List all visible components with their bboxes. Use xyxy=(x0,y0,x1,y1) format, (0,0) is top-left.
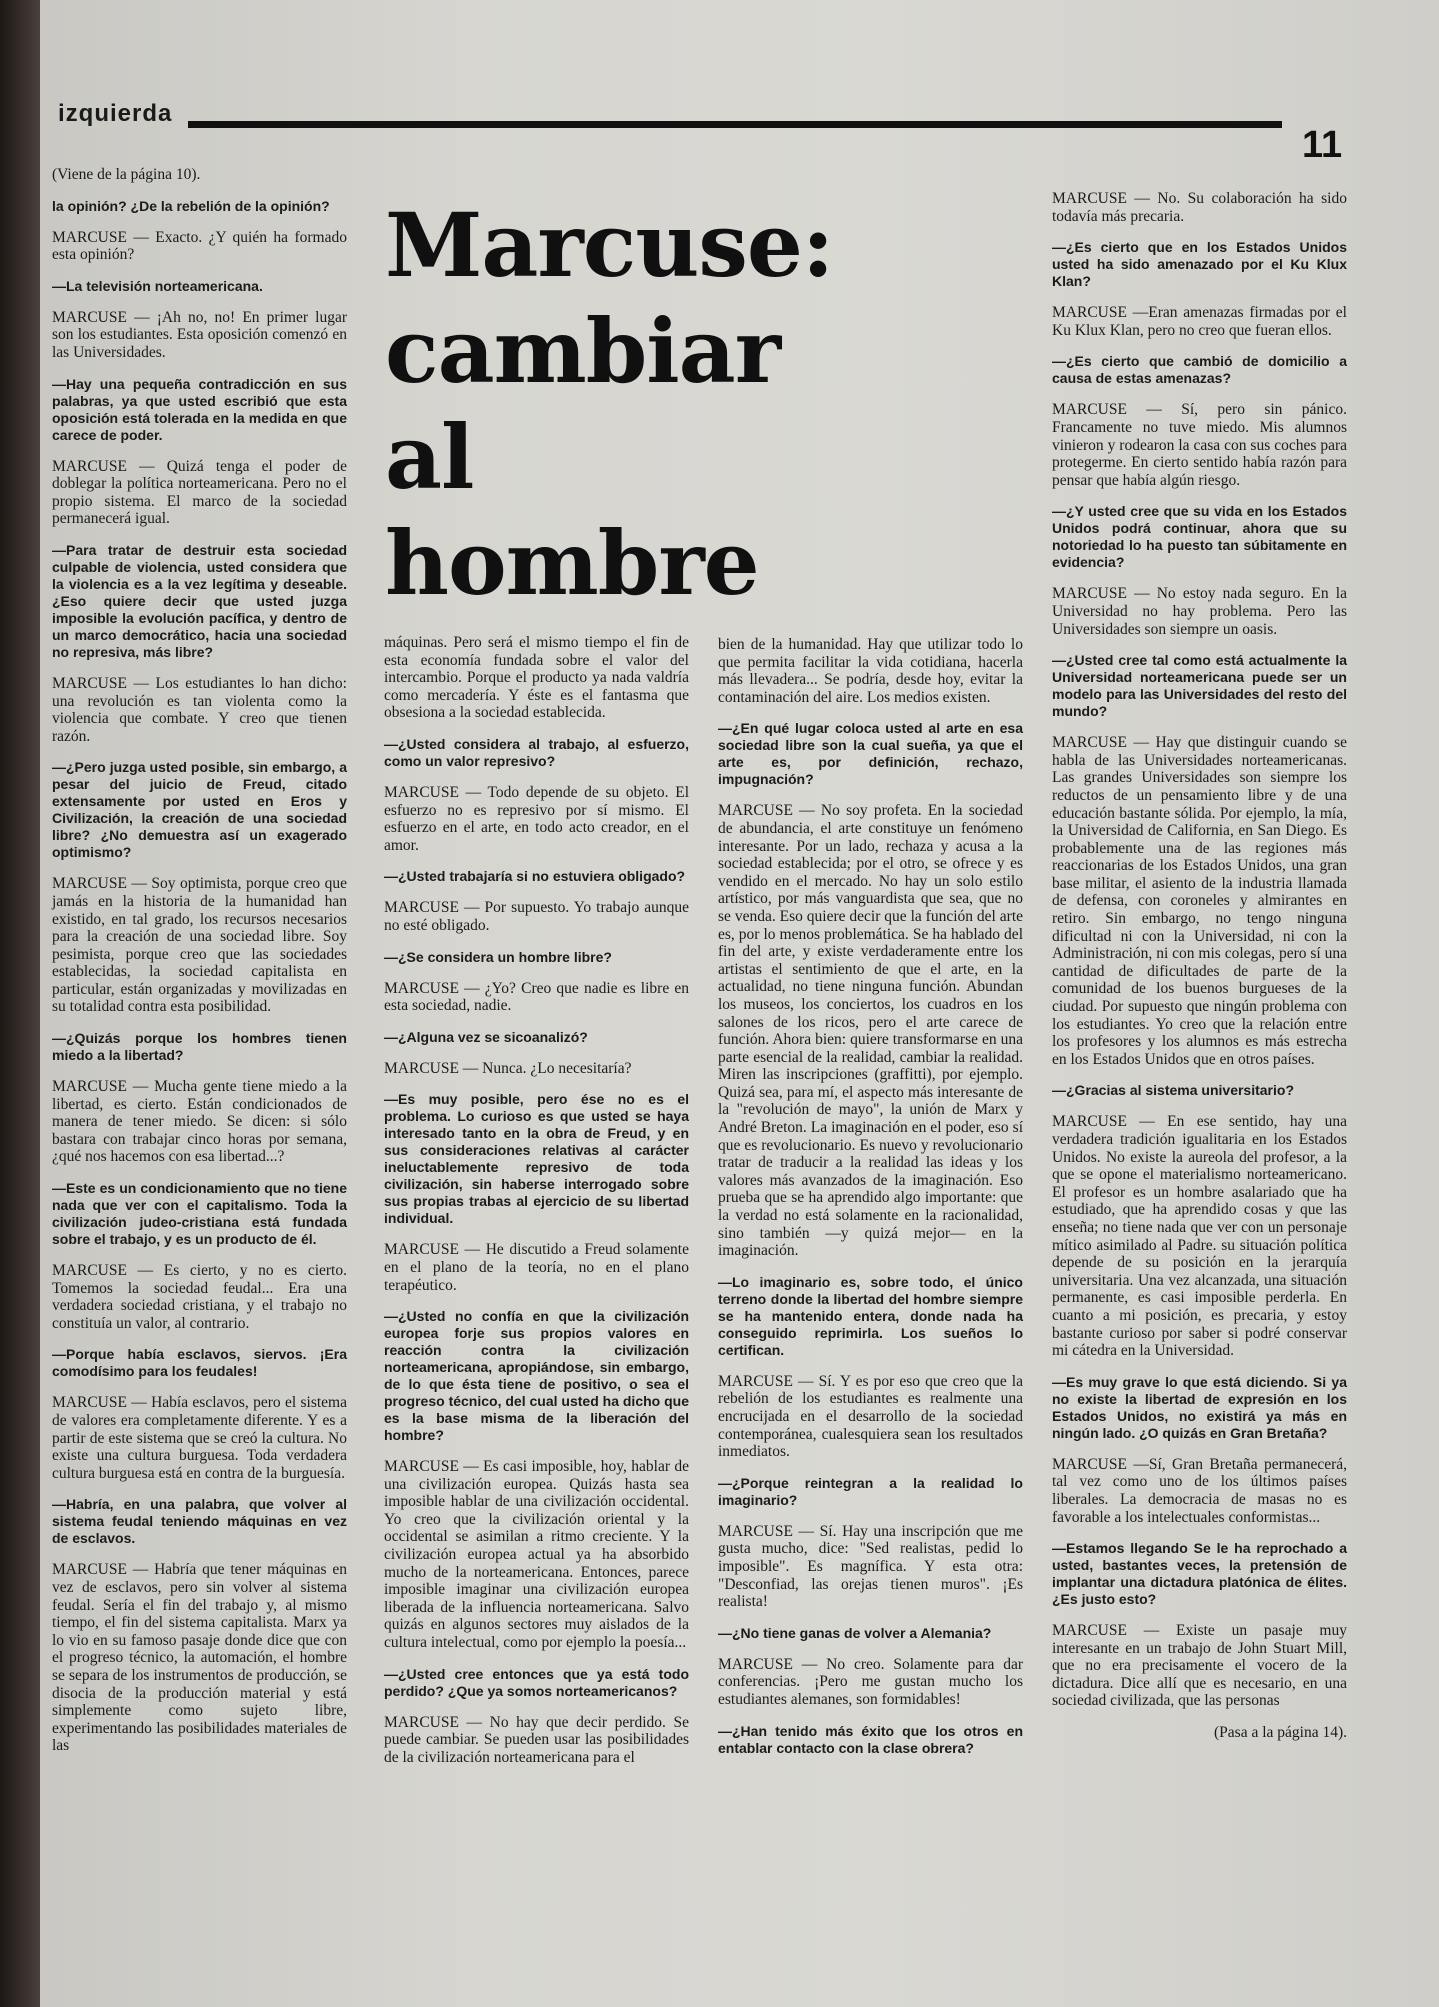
interview-question: —¿Porque reintegran a la realidad lo imaginario? xyxy=(718,1474,1023,1508)
interview-answer: MARCUSE — Exacto. ¿Y quién ha formado esta opinión? xyxy=(52,228,347,264)
interview-answer: máquinas. Pero será el mismo tiempo el fin de esta economía fundada sobre el valor del intercambio. Porque el producto ya nada valdría como mercadería. Y éste es el fantasma que obsesiona a la sociedad establecida. xyxy=(384,634,689,722)
header-rule xyxy=(188,121,1282,128)
interview-answer: MARCUSE — Por supuesto. Yo trabajo aunque no esté obligado. xyxy=(384,899,689,934)
continuation-note: (Pasa a la página 14). xyxy=(1214,1724,1347,1742)
article-title xyxy=(385,192,945,616)
interview-question: la opinión? ¿De la rebelión de la opinión? xyxy=(52,197,330,214)
interview-question: —¿Usted cree entonces que ya está todo perdido? ¿Que ya somos norteamericanos? xyxy=(384,1665,689,1699)
interview-answer: MARCUSE — No estoy nada seguro. En la Universidad no hay problema. Pero las Universidades son siempre un oasis. xyxy=(1052,585,1347,638)
interview-answer: MARCUSE —Sí, Gran Bretaña permanecerá, tal vez como uno de los últimos países liberales. La democracia de masas no es favorable a los intelectuales conformistas... xyxy=(1052,1455,1347,1526)
interview-answer: MARCUSE — No creo. Solamente para dar conferencias. ¡Pero me gustan mucho los estudiantes alemanes, son formidables! xyxy=(718,1655,1023,1708)
interview-question: —¿No tiene ganas de volver a Alemania? xyxy=(718,1624,992,1641)
interview-question: —¿Gracias al sistema universitario? xyxy=(1052,1082,1294,1099)
interview-answer: MARCUSE —Eran amenazas firmadas por el Ku Klux Klan, pero no creo que fueran ellos. xyxy=(1052,304,1347,339)
interview-question: —Para tratar de destruir esta sociedad culpable de violencia, usted considera que la violencia es a la vez legítima y deseable. ¿Eso quiere decir que usted juzga imposible la evolución pacífica, y dentro de un marco democrático, hacia una sociedad no represiva, más libre? xyxy=(52,541,347,660)
interview-question: —¿Es cierto que en los Estados Unidos usted ha sido amenazado por el Ku Klux Klan? xyxy=(1052,239,1347,290)
interview-question: —Estamos llegando Se le ha reprochado a usted, bastantes veces, la pretensión de implantar una dictadura platónica de élites. ¿Es justo esto? xyxy=(1052,1540,1347,1608)
interview-question: —¿En qué lugar coloca usted al arte en esa sociedad libre son la cual sueña, ya que el arte es, por definición, rechazo, impugnación? xyxy=(718,720,1023,788)
interview-answer: bien de la humanidad. Hay que utilizar todo lo que permita facilitar la vida cotidiana, hacerla más llevadera... Se podría, desde hoy, evitar la contaminación del aire. Los medios existen. xyxy=(718,636,1023,706)
interview-answer: MARCUSE — En ese sentido, hay una verdadera tradición igualitaria en los Estados Unidos. No existe la aureola del profesor, a la que se opone el materialismo norteamericano. El profesor es un hombre asalariado que ha estudiado, que ha aprendido cosas y que las enseña; no tiene nada que ver con un personaje mítico asimilado al Padre. su situación política depende de su posición en la jerarquía universitaria. Una vez alcanzada, una situación permanente, es casi imposible perderla. En cuanto a mi posición, es precaria, y estoy bastante curioso por saber si podré conservar mi cátedra en la Universidad. xyxy=(1052,1113,1347,1360)
interview-answer: MARCUSE — ¡Ah no, no! En primer lugar son los estudiantes. Esta oposición comenzó en las Universidades. xyxy=(52,308,347,361)
interview-answer: MARCUSE — Es casi imposible, hoy, hablar de una civilización europea. Quizás hasta sea imposible hablar de una civilización occidental. Yo creo que la civilización oriental y la occidental se asimilan a ritmo creciente. Y la civilización europea actual ya ha absorbido mucho de la norteamericana. Entonces, parece imposible imaginar una civilización europea liberada de la influencia norteamericana. Salvo quizás en algunos sectores muy aislados de la cultura intelectual, como por ejemplo la poesía... xyxy=(384,1458,689,1652)
interview-question: —Habría, en una palabra, que volver al sistema feudal teniendo máquinas en vez de esclavos. xyxy=(52,1496,347,1547)
interview-question: —¿Usted no confía en que la civilización europea forje sus propios valores en reacción contra la civilización norteamericana, apropiándose, sin embargo, de lo que ésta tiene de positivo, o sea el progreso técnico, del cual usted ha dicho que es la base misma de la liberación del hombre? xyxy=(384,1308,689,1444)
text-column-3 xyxy=(718,636,1023,1771)
interview-question: —Es muy grave lo que está diciendo. Si ya no existe la libertad de expresión en los Estados Unidos, no existirá ya más en ningún lado. ¿O quizás en Gran Bretaña? xyxy=(1052,1373,1347,1441)
interview-question: —Hay una pequeña contradicción en sus palabras, ya que usted escribió que esta oposición está tolerada en la medida en que carece de poder. xyxy=(52,375,347,443)
interview-answer: MARCUSE — Nunca. ¿Lo necesitaría? xyxy=(384,1059,632,1077)
interview-question: —¿Alguna vez se sicoanalizó? xyxy=(384,1028,588,1045)
interview-answer: MARCUSE — Sí. Hay una inscripción que me gusta mucho, dice: "Sed realistas, pedid lo imposible". Es magnífica. Y esta otra: "Desconfiad, las orejas tienen muros". ¡Es realista! xyxy=(718,1522,1023,1611)
interview-answer: MARCUSE — Habría que tener máquinas en vez de esclavos, pero sin volver al sistema feudal. Sería el fin del trabajo y, al mismo tiempo, el fin del sistema capitalista. Marx ya lo vio en su famoso pasaje donde dice que con el progreso técnico, la automación, el hombre se separa de los instrumentos de producción, se disocia de la producción material y está simplemente como sujeto libre, experimentando las posibilidades materiales de las xyxy=(52,1561,347,1755)
interview-answer: MARCUSE — No soy profeta. En la sociedad de abundancia, el arte constituye un fenómeno interesante. Por un lado, rechaza y acusa a la sociedad establecida; por el otro, se ofrece y es vendido en el mercado. No hay un solo estilo artístico, por más vanguardista que sea, que no se venda. Eso quiere decir que la función del arte es, por lo menos problemática. Se ha hablado del fin del arte, y existe verdaderamente entre los artistas el sentimiento de que el arte, en la actualidad, no tiene ninguna función. Abundan los museos, los conciertos, los cuadros en los salones de los ricos, pero el arte carece de función. Ahora bien: quiere transformarse en una parte esencial de la realidad, cambiar la realidad. Miren las inscripciones (graffitti), por ejemplo. Quizá sea, para mí, el aspecto más interesante de la "revolución de mayo", la unión de Marx y André Breton. La imaginación en el poder, eso sí que es revolucionario. Es nuevo y revolucionario tratar de traducir a la realidad las ideas y los valores más avanzados de la imaginación. Eso prueba que se ha aprendido algo importante: que la verdad no está solamente en la racionalidad, sino también —y quizá mejor— en la imaginación. xyxy=(718,802,1023,1260)
text-column-4 xyxy=(1052,190,1347,1756)
interview-answer: MARCUSE — Todo depende de su objeto. El esfuerzo no es represivo por sí mismo. El esfuerzo en el arte, en todo acto creador, en el amor. xyxy=(384,783,689,854)
interview-answer: MARCUSE — Mucha gente tiene miedo a la libertad, es cierto. Están condicionados de manera de tener miedo. Se dicen: si sólo bastara con trabajar cinco horas por semana, ¿qué nos hacemos con esa libertad...? xyxy=(52,1078,347,1166)
interview-answer: MARCUSE — He discutido a Freud solamente en el plano de la teoría, no en el plano terapéutico. xyxy=(384,1241,689,1294)
title-line: Marcuse: xyxy=(385,193,834,297)
interview-question: —¿Es cierto que cambió de domicilio a causa de estas amenazas? xyxy=(1052,353,1347,387)
interview-question: —Porque había esclavos, siervos. ¡Era comodísimo para los feudales! xyxy=(52,1346,347,1380)
interview-answer: MARCUSE — ¿Yo? Creo que nadie es libre en esta sociedad, nadie. xyxy=(384,979,689,1015)
interview-question: —¿Y usted cree que su vida en los Estados Unidos podrá continuar, ahora que su notoriedad lo ha puesto tan súbitamente en evidencia? xyxy=(1052,503,1347,571)
title-line: hombre xyxy=(385,511,759,615)
interview-question: —¿Usted cree tal como está actualmente la Universidad norteamericana puede ser un modelo para las Universidades del resto del mundo? xyxy=(1052,652,1347,720)
interview-question: —¿Quizás porque los hombres tienen miedo a la libertad? xyxy=(52,1030,347,1064)
interview-answer: MARCUSE — Los estudiantes lo han dicho: una revolución es tan violenta como la violencia que combate. Y creo que tienen razón. xyxy=(52,674,347,745)
interview-answer: MARCUSE — Sí. Y es por eso que creo que la rebelión de los estudiantes es realmente una encrucijada en el desarrollo de la sociedad contemporánea, cualesquiera sean los resultados inmediatos. xyxy=(718,1372,1023,1461)
page-number: 11 xyxy=(1302,124,1343,166)
interview-answer: MARCUSE — No hay que decir perdido. Se puede cambiar. Se pueden usar las posibilidades de la civilización norteamericana para el xyxy=(384,1713,689,1766)
interview-question: —¿Han tenido más éxito que los otros en entablar contacto con la clase obrera? xyxy=(718,1722,1023,1756)
text-column-2 xyxy=(384,634,689,1780)
interview-answer: MARCUSE — Es cierto, y no es cierto. Tomemos la sociedad feudal... Era una verdadera sociedad cristiana, y el trabajo no constituía un valor, al contrario. xyxy=(52,1262,347,1332)
interview-answer: MARCUSE — No. Su colaboración ha sido todavía más precaria. xyxy=(1052,190,1347,225)
interview-question: —La televisión norteamericana. xyxy=(52,277,263,294)
interview-question: —¿Usted considera al trabajo, al esfuerzo, como un valor represivo? xyxy=(384,735,689,769)
interview-answer: MARCUSE — Quizá tenga el poder de doblegar la política norteamericana. Pero no el propio sistema. El marco de la sociedad permanecerá igual. xyxy=(52,457,347,528)
interview-question: —Este es un condicionamiento que no tiene nada que ver con el capitalismo. Toda la civilización judeo-cristiana está fundada sobre el trabajo, y es un producto de él. xyxy=(52,1180,347,1248)
interview-answer: MARCUSE — Existe un pasaje muy interesante en un trabajo de John Stuart Mill, que no era precisamente el vocero de la dictadura. Dice allí que es necesario, en una sociedad civilizada, que las personas xyxy=(1052,1622,1347,1710)
interview-question: —Es muy posible, pero ése no es el problema. Lo curioso es que usted se haya interesado tanto en la obra de Freud, y en sus consideraciones relativas al carácter ineluctablemente represivo de toda civilización, sin haberse interrogado sobre sus propias trabas al ejercicio de su libertad individual. xyxy=(384,1091,689,1227)
title-line: cambiar xyxy=(385,299,781,403)
interview-answer: (Viene de la página 10). xyxy=(52,166,201,183)
interview-question: —¿Pero juzga usted posible, sin embargo, a pesar del juicio de Freud, citado extensamente por usted en Eros y Civilización, la creación de una sociedad libre? ¿No demuestra así un exagerado optimismo? xyxy=(52,759,347,861)
interview-question: —¿Se considera un hombre libre? xyxy=(384,948,612,965)
title-line: al xyxy=(385,405,474,509)
interview-question: —Lo imaginario es, sobre todo, el único terreno donde la libertad del hombre siempre se ha mantenido entera, donde nada ha conseguido reprimirla. Los sueños lo certifican. xyxy=(718,1273,1023,1358)
book-binding-shadow xyxy=(0,0,40,2007)
interview-answer: MARCUSE — Soy optimista, porque creo que jamás en la historia de la humanidad han existido, en tal grado, los recursos necesarios para la creación de una sociedad libre. Soy pesimista, porque creo que las sociedades establecidas, la sociedad capitalista en particular, están organizadas y movilizadas en su totalidad contra esta posibilidad. xyxy=(52,875,347,1016)
interview-question: —¿Usted trabajaría si no estuviera obligado? xyxy=(384,868,686,885)
section-label: izquierda xyxy=(58,100,173,127)
interview-answer: MARCUSE — Sí, pero sin pánico. Francamente no tuve miedo. Mis alumnos vinieron y rodearon la casa con sus coches para protegerme. En cierto sentido había razón para pensar que había algún riesgo. xyxy=(1052,401,1347,489)
text-column-1 xyxy=(52,166,347,1769)
interview-answer: MARCUSE — Había esclavos, pero el sistema de valores era completamente diferente. Y es a partir de este sistema que se creó la cultura. No existe una cultura burguesa. Toda verdadera cultura burguesa está en contra de la burguesía. xyxy=(52,1394,347,1482)
interview-answer: MARCUSE — Hay que distinguir cuando se habla de las Universidades norteamericanas. Las grandes Universidades son siempre los reductos de un pensamiento libre y de una educación bastante sólida. Por ejemplo, la mía, la Universidad de California, en San Diego. Es probablemente una de las regiones más reaccionarias de los Estados Unidos, una gran base militar, el asiento de la industria llamada de defensa, con coroneles y almirantes en retiro. Sin embargo, no tengo ninguna dificultad ni con la Universidad, ni con la Administración, ni con mis colegas, pero sí una cantidad de dificultades de parte de la comunidad de los buenos burgueses de la ciudad. Por supuesto que ningún problema con los estudiantes. Yo creo que la relación entre los profesores y los alumnos es más estrecha en los Estados Unidos que en otros países. xyxy=(1052,734,1347,1068)
